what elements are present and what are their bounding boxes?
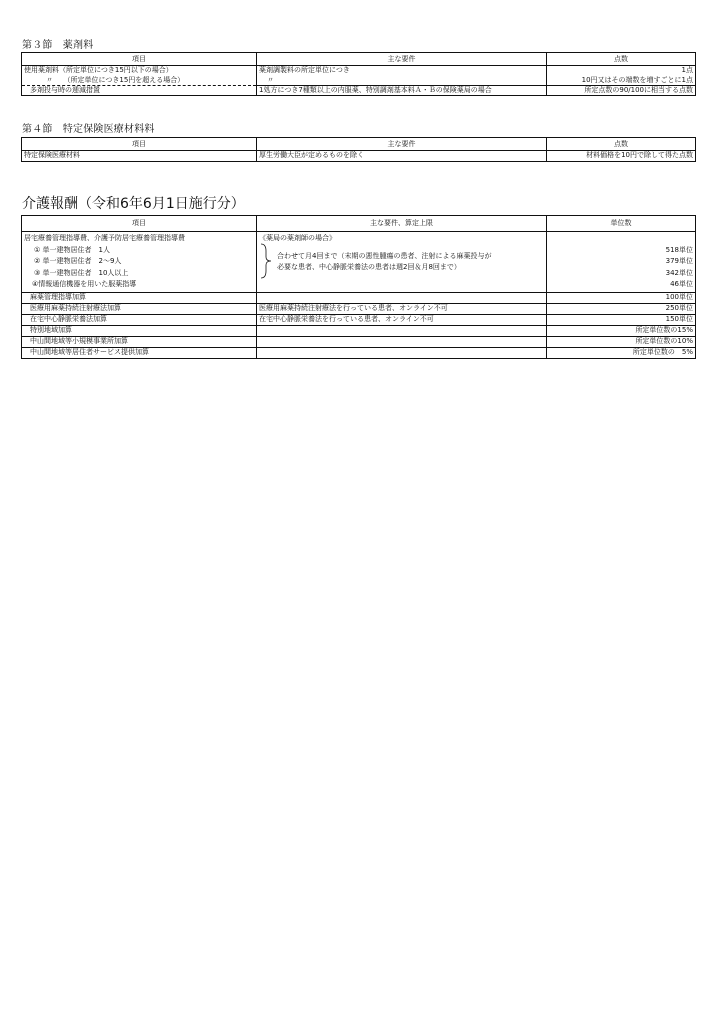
cell-requirement-group — [257, 232, 547, 293]
cell-item: 多剤投与時の逓減措置 — [22, 86, 257, 96]
group-item-1: ① 単一建物居住者 1人 — [34, 245, 110, 254]
cell-item: 在宅中心静脈栄養法加算 — [22, 314, 257, 325]
table-row — [22, 303, 696, 314]
group-item-3: ③ 単一建物居住者 10人以上 — [34, 268, 129, 277]
header-points: 点数 — [547, 53, 696, 66]
cell-requirement: 在宅中心静脈栄養法を行っている患者、オンライン不可 — [257, 314, 547, 325]
group-item-main: 居宅療養管理指導費、介護予防居宅療養管理指導費 — [24, 234, 185, 242]
section-3-title: 第３節 薬剤料 — [22, 40, 94, 51]
table-row-group — [22, 232, 696, 293]
cell-requirement — [257, 336, 547, 347]
section-4-table — [21, 137, 696, 162]
group-req-line1: 合わせて月4回まで（末期の悪性腫瘍の患者、注射による麻薬投与が — [277, 251, 492, 260]
section-3-table — [21, 52, 696, 96]
header-item: 項目 — [132, 219, 146, 227]
cell-item-group — [22, 232, 257, 293]
cell-points: 材料価格を10円で除して得た点数 — [547, 151, 696, 162]
cell-units: 所定単位数の 5% — [547, 347, 696, 358]
cell-points: 1点 — [547, 66, 696, 76]
table-header-row — [22, 138, 696, 151]
cell-requirement: 1処方につき7種類以上の内服薬、特別調剤基本料Ａ・Ｂの保険薬局の場合 — [257, 86, 547, 96]
table-header-row — [22, 53, 696, 66]
cell-requirement: 薬剤調製料の所定単位につき — [257, 66, 547, 76]
cell-requirement: 〃 — [257, 76, 547, 86]
header-requirement: 主な要件 — [257, 138, 547, 151]
section-4-title: 第４節 特定保険医療材料料 — [22, 124, 155, 135]
cell-units: 所定単位数の15% — [547, 325, 696, 336]
cell-item: 特別地域加算 — [22, 325, 257, 336]
group-unit-1: 518単位 — [665, 245, 693, 254]
group-unit-0 — [549, 233, 693, 245]
cell-requirement — [257, 292, 547, 303]
table-row — [22, 336, 696, 347]
table-row — [22, 314, 696, 325]
group-req-head: 《薬局の薬剤師の場合》 — [259, 234, 336, 242]
cell-units: 100単位 — [547, 292, 696, 303]
table-header-row — [22, 216, 696, 232]
table-row — [22, 86, 696, 96]
cell-item: 中山間地域等小規模事業所加算 — [22, 336, 257, 347]
table-row — [22, 76, 696, 86]
cell-item: 〃 （所定単位につき15円を超える場合） — [46, 75, 185, 84]
table-row — [22, 151, 696, 162]
cell-item: 中山間地域等居住者サービス提供加算 — [22, 347, 257, 358]
group-unit-3: 342単位 — [665, 268, 693, 277]
cell-requirement: 厚生労働大臣が定めるものを除く — [257, 151, 547, 162]
cell-item: 特定保険医療材料 — [24, 151, 80, 159]
cell-item: 使用薬剤料（所定単位につき15円以下の場合） — [24, 66, 173, 74]
cell-units: 所定単位数の10% — [547, 336, 696, 347]
header-item: 項目 — [132, 139, 146, 148]
header-requirement: 主な要件、算定上限 — [257, 216, 547, 232]
cell-units-group — [547, 232, 696, 293]
group-item-2: ② 単一建物居住者 2～9人 — [34, 257, 122, 265]
header-units: 単位数 — [547, 216, 696, 232]
header-requirement: 主な要件 — [257, 53, 547, 66]
header-item: 項目 — [132, 54, 146, 63]
kaigo-table — [21, 215, 696, 359]
group-unit-2: 379単位 — [665, 257, 693, 265]
cell-points: 10円又はその端数を増すごとに1点 — [547, 76, 696, 86]
cell-item: 医療用麻薬持続注射療法加算 — [22, 303, 257, 314]
group-unit-4: 46単位 — [670, 280, 693, 288]
cell-units: 150単位 — [547, 314, 696, 325]
table-row — [22, 292, 696, 303]
table-row — [22, 347, 696, 358]
cell-points: 所定点数の90/100に相当する点数 — [547, 86, 696, 96]
header-points: 点数 — [547, 138, 696, 151]
cell-requirement: 医療用麻薬持続注射療法を行っている患者、オンライン不可 — [257, 303, 547, 314]
table-row — [22, 325, 696, 336]
cell-item: 麻薬管理指導加算 — [22, 292, 257, 303]
cell-requirement — [257, 325, 547, 336]
brace-icon — [259, 243, 273, 279]
group-item-4: ④情報通信機器を用いた服薬指導 — [32, 280, 137, 288]
kaigo-title: 介護報酬（令和6年6月1日施行分） — [22, 196, 245, 212]
group-req-line2: 必要な患者、中心静脈栄養法の患者は週2回＆月8回まで） — [277, 263, 461, 271]
cell-requirement — [257, 347, 547, 358]
table-row — [22, 66, 696, 76]
cell-units: 250単位 — [547, 303, 696, 314]
